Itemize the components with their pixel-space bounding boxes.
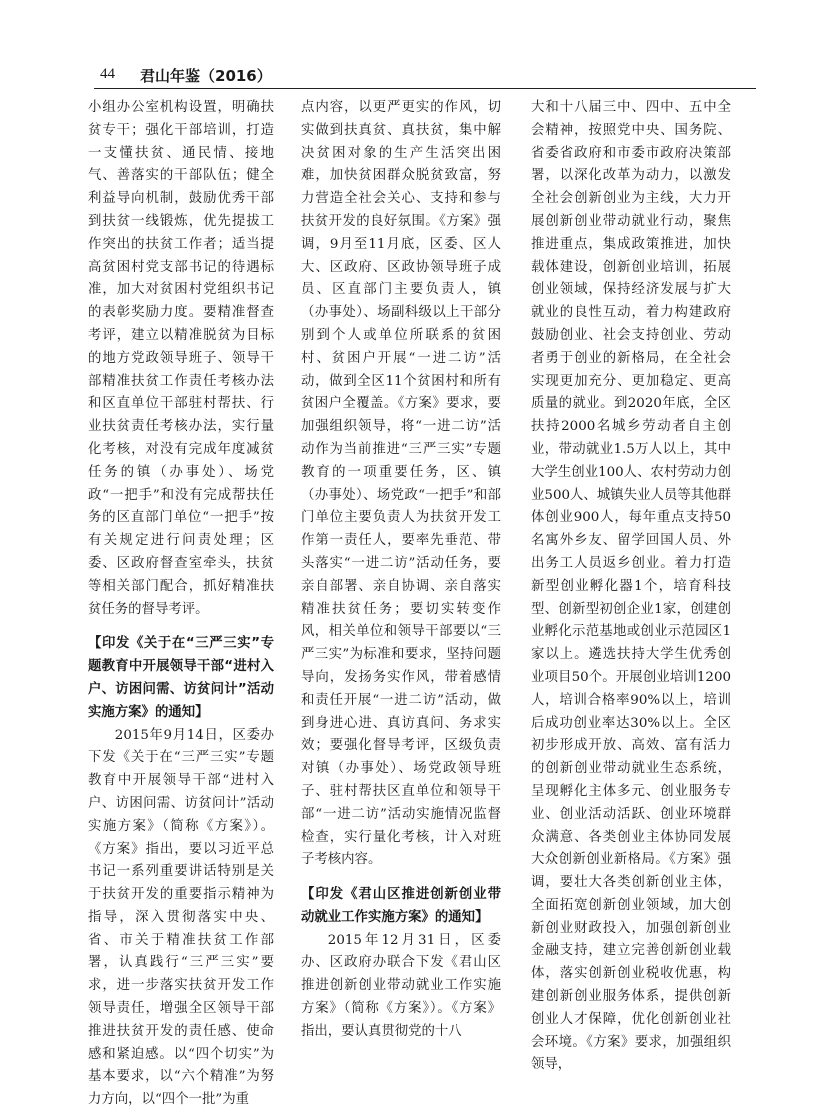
section-gap bbox=[88, 621, 274, 633]
paragraph: 2015年12月31日，区委办、区政府办联合下发《君山区推进创新创业带动就业工作实施方案》（简称《方案》）。《方案》指出，要认真贯彻党的十八 bbox=[301, 932, 501, 1039]
text-column-3 bbox=[531, 97, 731, 1077]
text-column-2 bbox=[301, 97, 501, 1077]
paragraph: 点内容，以更严更实的作风，切实做到扶真贫、真扶贫，集中解决贫困对象的生产生活突出困难，加快贫困群众脱贫致富，努力营造全社会关心、支持和参与扶贫开发的良好氛围。《方案》强调，9月至11月底，区委、区人大、区政府、区政协领导班子成员、区直部门主要负责人，镇（办事处）、场副科级以上干部分别到个人或单位所联系的贫困村、贫困户开展“一进二访”活动，做到全区11个贫困村和所有贫困户全覆盖。《方案》要求，要加强组织领导，将“一进二访”活动作为当前推进“三严三实”专题教育的一项重要任务，区、镇（办事处）、场党政“一把手”和部门单位主要负责人为扶贫开发工作第一责任人，要率先垂范、带头落实“一进二访”活动任务，要亲自部署、亲自协调、亲自落实精准扶贫任务；要切实转变作风，相关单位和领导干部要以“三严三实”为标准和要求，坚持问题导向，发扬务实作风，带着感情和责任开展“一进二访”活动，做到身进心进、真访真问、务求实效；要强化督导考评，区级负责对镇（办事处）、场党政领导班子、驻村帮扶区直单位和领导干部“一进二访”活动实施情况监督检查，实行量化考核，计入对班子考核内容。 bbox=[301, 100, 501, 868]
book-title: 君山年鉴（2016） bbox=[140, 67, 272, 85]
section-heading: 【印发《君山区推进创新创业带动就业工作实施方案》的通知】 bbox=[301, 887, 501, 925]
text-column-1 bbox=[88, 97, 274, 1108]
paragraph: 大和十八届三中、四中、五中全会精神，按照党中央、国务院、省委省政府和市委市政府决策部署，以深化改革为动力，以激发全社会创新创业为主线，大力开展创新创业带动就业行动，聚焦推进重点，集成政策推进，加快载体建设，创新创业培训，拓展创业领域，保持经济发展与扩大就业的良性互动，着力构建政府鼓励创业、社会支持创业、劳动者勇于创业的新格局，在全社会实现更加充分、更加稳定、更高质量的就业。到2020年底，全区扶持2000名城乡劳动者自主创业，带动就业1.5万人以上，其中大学生创业100人、农村劳动力创业500人、城镇失业人员等其他群体创业900人，每年重点支持50名寓外乡友、留学回国人员、外出务工人员返乡创业。着力打造新型创业孵化器1个，培育科技型、创新型初创企业1家，创建创业孵化示范基地或创业示范园区1家以上。遴选扶持大学生优秀创业项目50个。开展创业培训1200人，培训合格率90%以上，培训后成功创业率达30%以上。全区初步形成开放、高效、富有活力的创新创业带动就业生态系统，呈现孵化主体多元、创业服务专业、创业活动活跃、创业环境群众满意、各类创业主体协同发展大众创新创业新格局。《方案》强调，要壮大各类创新创业主体，全面拓宽创新创业领域，加大创新创业财政投入，加强创新创业金融支持，建立完善创新创业载体，落实创新创业税收优惠，构建创新创业服务体系，提供创新创业人才保障，优化创新创业社会环境。《方案》要求，加强组织领导， bbox=[531, 100, 731, 1073]
section-heading: 【印发《关于在“三严三实”专题教育中开展领导干部“进村入户、访困问需、访贫问计”活动实施方案》的通知】 bbox=[88, 636, 274, 720]
section-gap bbox=[301, 872, 501, 884]
page-number: 44 bbox=[100, 66, 115, 82]
paragraph: 2015年9月14日，区委办下发《关于在“三严三实”专题教育中开展领导干部“进村入户、访困问需、访贫问计”活动实施方案》（简称《方案》）。《方案》指出，要以习近平总书记一系列重要讲话特别是关于扶贫开发的重要指示精神为指导，深入贯彻落实中央、省、市关于精准扶贫工作部署，认真践行“三严三实”要求，进一步落实扶贫开发工作领导责任，增强全区领导干部推进扶贫开发的责任感、使命感和紧迫感。以“四个切实”为基本要求，以“六个精准”为努力方向，以“四个一批”为重 bbox=[88, 727, 274, 1108]
running-header bbox=[94, 64, 756, 89]
paragraph: 小组办公室机构设置，明确扶贫专干；强化干部培训，打造一支懂扶贫、通民情、接地气、善落实的干部队伍；健全利益导向机制，鼓励优秀干部到扶贫一线锻炼，优先提拔工作突出的扶贫工作者；适当提高贫困村党支部书记的待遇标准，加大对贫困村党组织书记的表彰奖励力度。要精准督查考评，建立以精准脱贫为目标的地方党政领导班子、领导干部精准扶贫工作责任考核办法和区直单位干部驻村帮扶、行业扶贫责任考核办法，实行量化考核，对没有完成年度减贫任务的镇（办事处）、场党政“一把手”和没有完成帮扶任务的区直部门单位“一把手”按有关规定进行问责处理；区委、区政府督查室牵头，扶贫等相关部门配合，抓好精准扶贫任务的督导考评。 bbox=[88, 100, 274, 617]
